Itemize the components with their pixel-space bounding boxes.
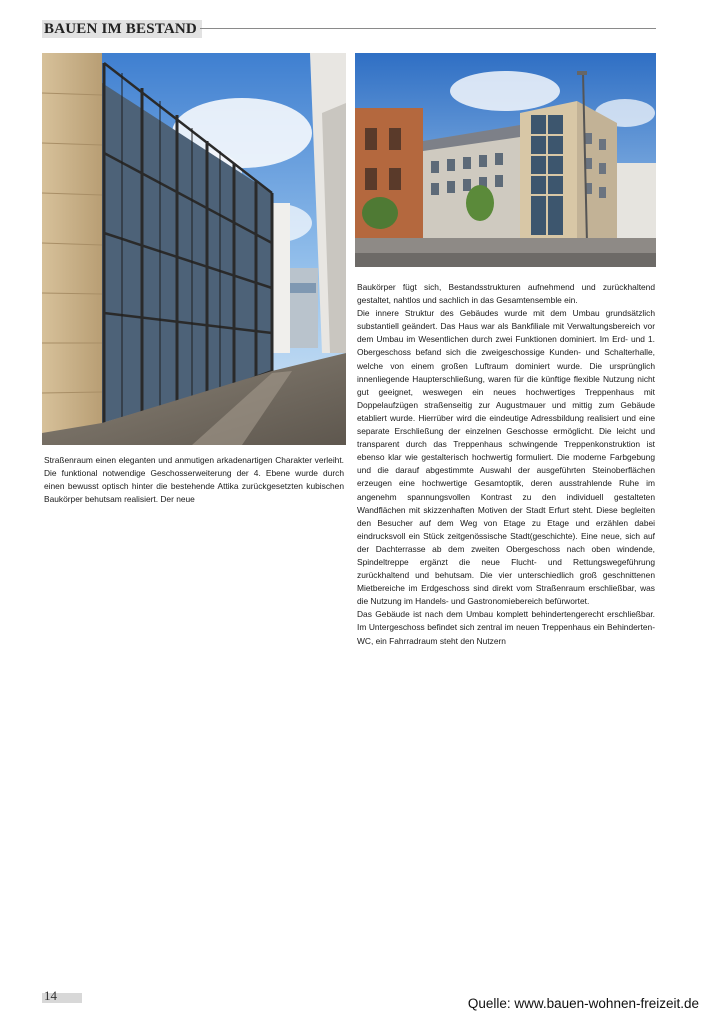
right-paragraph-3: Das Gebäude ist nach dem Umbau komplett behindertengerecht erschließbar. Im Untergeschoss befindet sich zentral im neuen Treppenhaus ein Behinderten-WC, ein Fahrradraum steht den Nutzern (357, 609, 655, 646)
source-credit: Quelle: www.bauen-wohnen-freizeit.de (467, 996, 699, 1011)
right-column-text (357, 281, 655, 648)
page-number: 14 (44, 988, 57, 1003)
arcade-facade-photo (42, 53, 346, 445)
header-divider (200, 28, 656, 29)
page-header-title: BAUEN IM BESTAND (44, 21, 197, 37)
left-paragraph: Straßenraum einen eleganten und anmutigen arkadenartigen Charakter verleiht. Die funktional notwendige Geschosserweiterung der 4. Ebene wurde durch einen bewusst optisch hinter die bestehende Attika zurückgesetzten kubischen Baukörper behutsam realisiert. Der neue (44, 455, 344, 505)
left-column-text (44, 454, 344, 506)
street-building-photo (355, 53, 656, 267)
right-paragraph-1: Baukörper fügt sich, Bestandsstrukturen aufnehmend und zurückhaltend gestaltet, nahtlos und sachlich in das Gesamtensemble ein. (357, 282, 655, 306)
right-paragraph-2: Die innere Struktur des Gebäudes wurde mit dem Umbau grundsätzlich substantiell geändert. Das Haus war als Bankfiliale mit Verwaltungsbereich vor dem Umbau im Wesentlichen durch zwei Funktionen dominiert. Im Erd- und 1. Obergeschoss befand sich die zweigeschossige Kunden- und Schalterhalle, welche von einem großen Luftraum dominiert wurde. Die ursprünglich innenliegende Haupterschließung, waren für die künftige flexible Nutzung nicht gut geeignet, weswegen ein neues hochwertiges Treppenhaus mit Doppelaufzügen straßenseitig zur Augustmauer und mittig zum Gebäude etabliert wurde. Hierrüber wird die eindeutige Adressbildung realisiert und eine separate Erschließung der einzelnen Geschosse ermöglicht. Die leicht und transparent durch das Treppenhaus schwingende Treppenkonstruktion ist ebenso klar wie gestalterisch hochwertig formuliert. Die moderne Farbgebung und die darauf abgestimmte Auswahl der ausgeführten Steinoberflächen erzeugen eine hochwertige Gesamtoptik, deren ausstrahlende Ruhe im angenehm spannungsvollen Kontrast zu den individuell gestalteten Wandflächen mit skizzenhaften Motiven der Stadt Erfurt steht. Diese begleiten den Besucher auf dem Weg von Etage zu Etage und erzählen dabei eindrucksvoll ein Stück zeitgenössische Stadt(geschichte). Eine neue, sich auf der Dachterrasse ab dem zweiten Obergeschoss nach oben windende, Spindeltreppe ergänzt die neue Flucht- und Rettungswegeführung zurückhaltend und behutsam. Die vier unterschiedlich groß geschnittenen Mietbereiche im Erdgeschoss sind direkt vom Straßenraum erschließbar, was die Nutzung im Handels- und Gastronomiebereich befürwortet. (357, 308, 655, 607)
